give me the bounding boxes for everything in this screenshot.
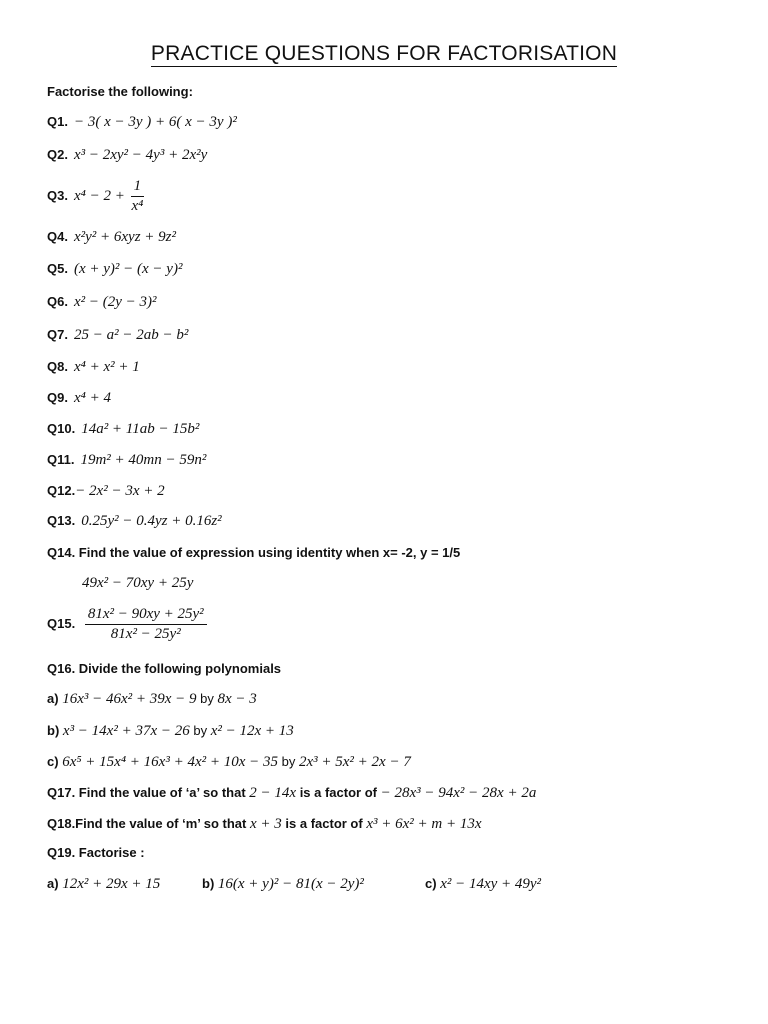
- question-q19-part-c: [425, 876, 541, 893]
- question-label: Q11.: [47, 452, 75, 467]
- math-expression: − 28x³ − 94x² − 28x + 2a: [380, 785, 537, 801]
- question-label: Q14. Find the value of expression using identity when x= -2, y = 1/5: [47, 545, 461, 560]
- question-q13: [47, 513, 222, 530]
- part-label: b): [47, 723, 60, 738]
- math-expression: 0.25y² − 0.4yz + 0.16z²: [81, 513, 222, 529]
- math-expression: x³ − 2xy² − 4y³ + 2x²y: [73, 147, 208, 163]
- instructions-text: Factorise the following:: [47, 84, 193, 99]
- question-label: Q13.: [47, 513, 76, 528]
- fraction-denominator: x⁴: [131, 198, 144, 214]
- math-expression: x + 3: [250, 816, 282, 832]
- question-q8: [47, 359, 140, 376]
- question-q19: [47, 845, 145, 860]
- question-q16-part-b: [47, 723, 294, 740]
- by-word: by: [281, 754, 296, 769]
- question-q16-part-c: [47, 754, 411, 771]
- fraction-numerator: 1: [131, 178, 145, 197]
- part-label: a): [47, 876, 59, 891]
- question-label: Q10.: [47, 421, 76, 436]
- math-expression: 12x² + 29x + 15: [62, 876, 161, 892]
- question-q19-part-b: [202, 876, 364, 893]
- question-label: Q9.: [47, 390, 68, 405]
- question-q17: [47, 785, 536, 802]
- question-q19-part-a: [47, 876, 160, 893]
- question-q12: [47, 483, 165, 500]
- math-expression: 2 − 14x: [249, 785, 297, 801]
- math-expression: 16(x + y)² − 81(x − 2y)²: [217, 876, 364, 892]
- question-q18: [47, 816, 482, 833]
- part-label: b): [202, 876, 215, 891]
- by-word: by: [200, 691, 214, 706]
- question-q15: [47, 606, 207, 643]
- math-expression: − 2x² − 3x + 2: [75, 483, 165, 499]
- divisor-expression: 8x − 3: [217, 691, 257, 707]
- part-label: c): [425, 876, 437, 891]
- question-q16: [47, 661, 281, 676]
- math-expression: x³ + 6x² + m + 13x: [366, 816, 482, 832]
- question-label: Q6.: [47, 294, 68, 309]
- math-expression: x⁴ + 4: [73, 390, 111, 406]
- question-q6: [47, 294, 157, 311]
- fraction-denominator: 81x² − 25y²: [110, 626, 181, 642]
- question-label: Q4.: [47, 229, 68, 244]
- dividend-expression: x³ − 14x² + 37x − 26: [62, 723, 190, 739]
- page-title-text: PRACTICE QUESTIONS FOR FACTORISATION: [150, 42, 618, 65]
- question-label: Q12.: [47, 483, 76, 498]
- question-q4: [47, 229, 176, 246]
- instructions: [47, 84, 193, 99]
- question-text: is a factor of: [299, 785, 377, 800]
- question-q9: [47, 390, 111, 407]
- question-q16-part-a: [47, 691, 257, 708]
- page-title: [0, 42, 768, 66]
- question-label: Q16. Divide the following polynomials: [47, 661, 282, 676]
- fraction-numerator: 81x² − 90xy + 25y²: [85, 606, 207, 625]
- question-q7: [47, 327, 188, 344]
- question-label: Q2.: [47, 147, 68, 162]
- question-text: Q18.Find the value of ‘m’ so that: [47, 816, 247, 831]
- question-q3: [47, 178, 146, 215]
- question-q14-expression: [82, 575, 193, 592]
- question-label: Q8.: [47, 359, 68, 374]
- divisor-expression: 2x³ + 5x² + 2x − 7: [299, 754, 411, 770]
- part-label: c): [47, 754, 59, 769]
- math-expression: (x + y)² − (x − y)²: [73, 261, 183, 277]
- question-label: Q19. Factorise :: [47, 845, 145, 860]
- part-label: a): [47, 691, 59, 706]
- fraction: [128, 178, 146, 215]
- question-label: Q3.: [47, 187, 68, 203]
- divisor-expression: x² − 12x + 13: [210, 723, 294, 739]
- by-word: by: [193, 723, 208, 738]
- math-expression: 25 − a² − 2ab − b²: [73, 327, 189, 343]
- fraction: [85, 606, 207, 643]
- question-q10: [47, 421, 199, 438]
- math-expression: 14a² + 11ab − 15b²: [81, 421, 200, 437]
- dividend-expression: 6x⁵ + 15x⁴ + 16x³ + 4x² + 10x − 35: [62, 754, 279, 770]
- math-expression: x² − (2y − 3)²: [73, 294, 157, 310]
- question-text: is a factor of: [285, 816, 363, 831]
- question-q2: [47, 147, 207, 164]
- question-q11: [47, 452, 206, 469]
- question-label: Q7.: [47, 327, 68, 342]
- question-label: Q1.: [47, 114, 68, 129]
- question-label: Q5.: [47, 261, 68, 276]
- math-expression: x²y² + 6xyz + 9z²: [73, 229, 177, 245]
- question-q1: [47, 114, 237, 131]
- math-expression: 49x² − 70xy + 25y: [82, 575, 194, 591]
- question-q14: [47, 545, 460, 560]
- math-expression: x² − 14xy + 49y²: [440, 876, 542, 892]
- question-text: Q17. Find the value of ‘a’ so that: [47, 785, 246, 800]
- question-label: Q15.: [47, 615, 76, 631]
- math-expression: x⁴ − 2 +: [73, 187, 125, 204]
- math-expression: 19m² + 40mn − 59n²: [80, 452, 207, 468]
- math-expression: x⁴ + x² + 1: [73, 359, 140, 375]
- dividend-expression: 16x³ − 46x² + 39x − 9: [62, 691, 197, 707]
- math-expression: − 3( x − 3y ) + 6( x − 3y )²: [73, 114, 237, 130]
- question-q5: [47, 261, 182, 278]
